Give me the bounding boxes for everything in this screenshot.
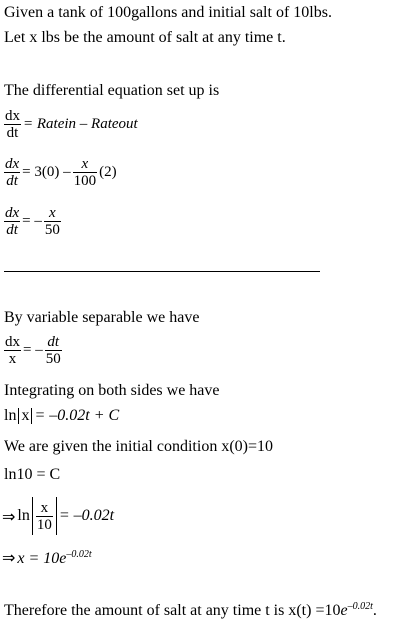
equation-4 bbox=[4, 334, 62, 367]
dt-over-50-fraction: $\frac{dt}{50}$ bbox=[45, 334, 61, 367]
equation-1 bbox=[4, 108, 140, 141]
section-divider bbox=[4, 271, 320, 272]
ln-label: ln bbox=[17, 507, 30, 524]
x-over-100-fraction: $\frac{x}{100}$ bbox=[73, 156, 97, 189]
conclusion-text: Therefore the amount of salt at any time t is $x(t) =10e^{-0.02t}$. bbox=[4, 601, 377, 619]
solution-heading: By variable separable we have bbox=[4, 309, 200, 326]
implies-arrow-icon: ⇒ bbox=[2, 548, 16, 567]
equation-7-rhs: = –0.02t bbox=[58, 507, 115, 524]
equation-8: ⇒ $x = 10e^{-0.02t}$ bbox=[2, 548, 92, 567]
equation-5 bbox=[4, 407, 121, 425]
abs-x: x bbox=[18, 408, 32, 424]
equation-2 bbox=[4, 156, 119, 189]
dxdt-fraction: $\frac{dx}{dt}$ bbox=[5, 205, 20, 238]
equation-4-term-a: = – bbox=[23, 342, 43, 358]
equation-6: ln10 = C bbox=[4, 466, 61, 483]
dxdt-fraction: $\frac{dx}{dt}$ bbox=[5, 108, 20, 141]
x-over-50-fraction: $\frac{x}{50}$ bbox=[44, 205, 60, 238]
implies-arrow-icon: ⇒ bbox=[2, 506, 16, 526]
equation-1-rhs: = Ratein – Rateout bbox=[23, 116, 138, 132]
initial-condition-text: We are given the initial condition x(0)=10 bbox=[4, 438, 273, 455]
integrate-text: Integrating on both sides we have bbox=[4, 382, 220, 399]
dx-over-x-fraction: $\frac{dx}{x}$ bbox=[5, 334, 20, 367]
equation-7 bbox=[2, 497, 116, 535]
ln-label: ln bbox=[4, 407, 17, 424]
dxdt-fraction: $\frac{dx}{dt}$ bbox=[5, 156, 20, 189]
setup-heading: The differential equation set up is bbox=[4, 82, 220, 99]
intro-line-2: Let x lbs be the amount of salt at any time t. bbox=[4, 29, 286, 46]
equation-5-rhs: = –0.02t + C bbox=[34, 407, 120, 424]
equation-2-term-b: (2) bbox=[99, 164, 117, 180]
intro-line-1: Given a tank of 100gallons and initial salt of 10lbs. bbox=[4, 4, 332, 21]
equation-2-term-a: = 3(0) – bbox=[22, 164, 71, 180]
abs-fraction: $\frac{x}{10}$ bbox=[32, 497, 57, 535]
equation-3 bbox=[4, 205, 61, 238]
equation-3-term-a: = – bbox=[22, 213, 42, 229]
